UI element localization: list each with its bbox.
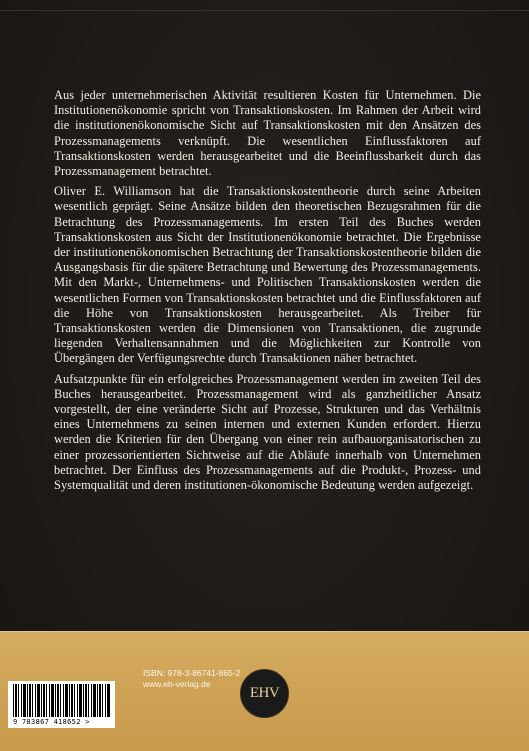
- isbn-barcode: [8, 681, 115, 728]
- publisher-info: [143, 668, 240, 690]
- barcode-number: 9 783867 418652 >: [13, 718, 90, 726]
- blurb-paragraph-3: Aufsatzpunkte für ein erfolgreiches Prozessmanagement werden im zweiten Teil des Buches herausgearbeitet. Prozessmanagement wird als ganzheitlicher Ansatz vorgestellt, der eine veränderte Sicht auf Prozesse, Strukturen und das Verhältnis eines Unternehmens zu seinen internen und externen Kunden erfordert. Hierzu werden die Kriterien für den Übergang von einer rein aufbauorganisatorischen zu einer prozessorientierten Sichtweise auf die Abläufe innerhalb von Unternehmen betrachtet. Der Einfluss des Prozessmanagements auf die Produkt-, Prozess- und Systemqualität und deren institutionen-ökonomische Bedeutung werden aufgezeigt.: [54, 371, 481, 493]
- top-divider: [0, 10, 529, 11]
- publisher-website: www.eh-verlag.de: [143, 679, 211, 689]
- blurb-paragraph-1: Aus jeder unternehmerischen Aktivität resultieren Kosten für Unternehmen. Die Institutionenökonomie spricht von Transaktionskosten. Im Rahmen der Arbeit wird die institutionenökonomische Sicht auf Transaktionskosten mit den Ansätzen des Prozessmanagements verknüpft. Die wesentlichen Einflussfaktoren auf Transaktionskosten werden herausgearbeitet und die Beeinflussbarkeit durch das Prozessmanagement betrachtet.: [54, 88, 481, 179]
- blurb-paragraph-2: Oliver E. Williamson hat die Transaktionskostentheorie durch seine Arbeiten wesentlich geprägt. Seine Ansätze bilden den theoretischen Bezugsrahmen für die Betrachtung des Prozessmanagements. Im ersten Teil des Buches werden Transaktionskosten aus Sicht der Institutionenökonomie betrachtet. Die Ergebnisse der institutionenökonomischen Betrachtung der Transaktionskostentheorie bilden die Ausgangsbasis für die spätere Betrachtung und Bewertung des Prozessmanagements. Mit den Markt-, Unternehmens- und Politischen Transaktionskosten werden die wesentlichen Formen von Transaktionskosten betrachtet und die Einflussfaktoren auf die Höhe von Transaktionskosten herausgearbeitet. Als Treiber für Transaktionskosten werden die Dimensionen von Transaktionen, die zugrunde liegenden Verhaltensannahmen und die Möglichkeiten zur Kontrolle von Übergängen der Verfügungsrechte durch Transaktionen näher betrachtet.: [54, 184, 481, 366]
- barcode-bars: [13, 684, 110, 717]
- publisher-logo: [240, 669, 289, 718]
- blurb-text: [54, 88, 481, 498]
- isbn-text: ISBN: 978-3-86741-865-2: [143, 668, 241, 678]
- publisher-logo-text: EHV: [249, 685, 280, 701]
